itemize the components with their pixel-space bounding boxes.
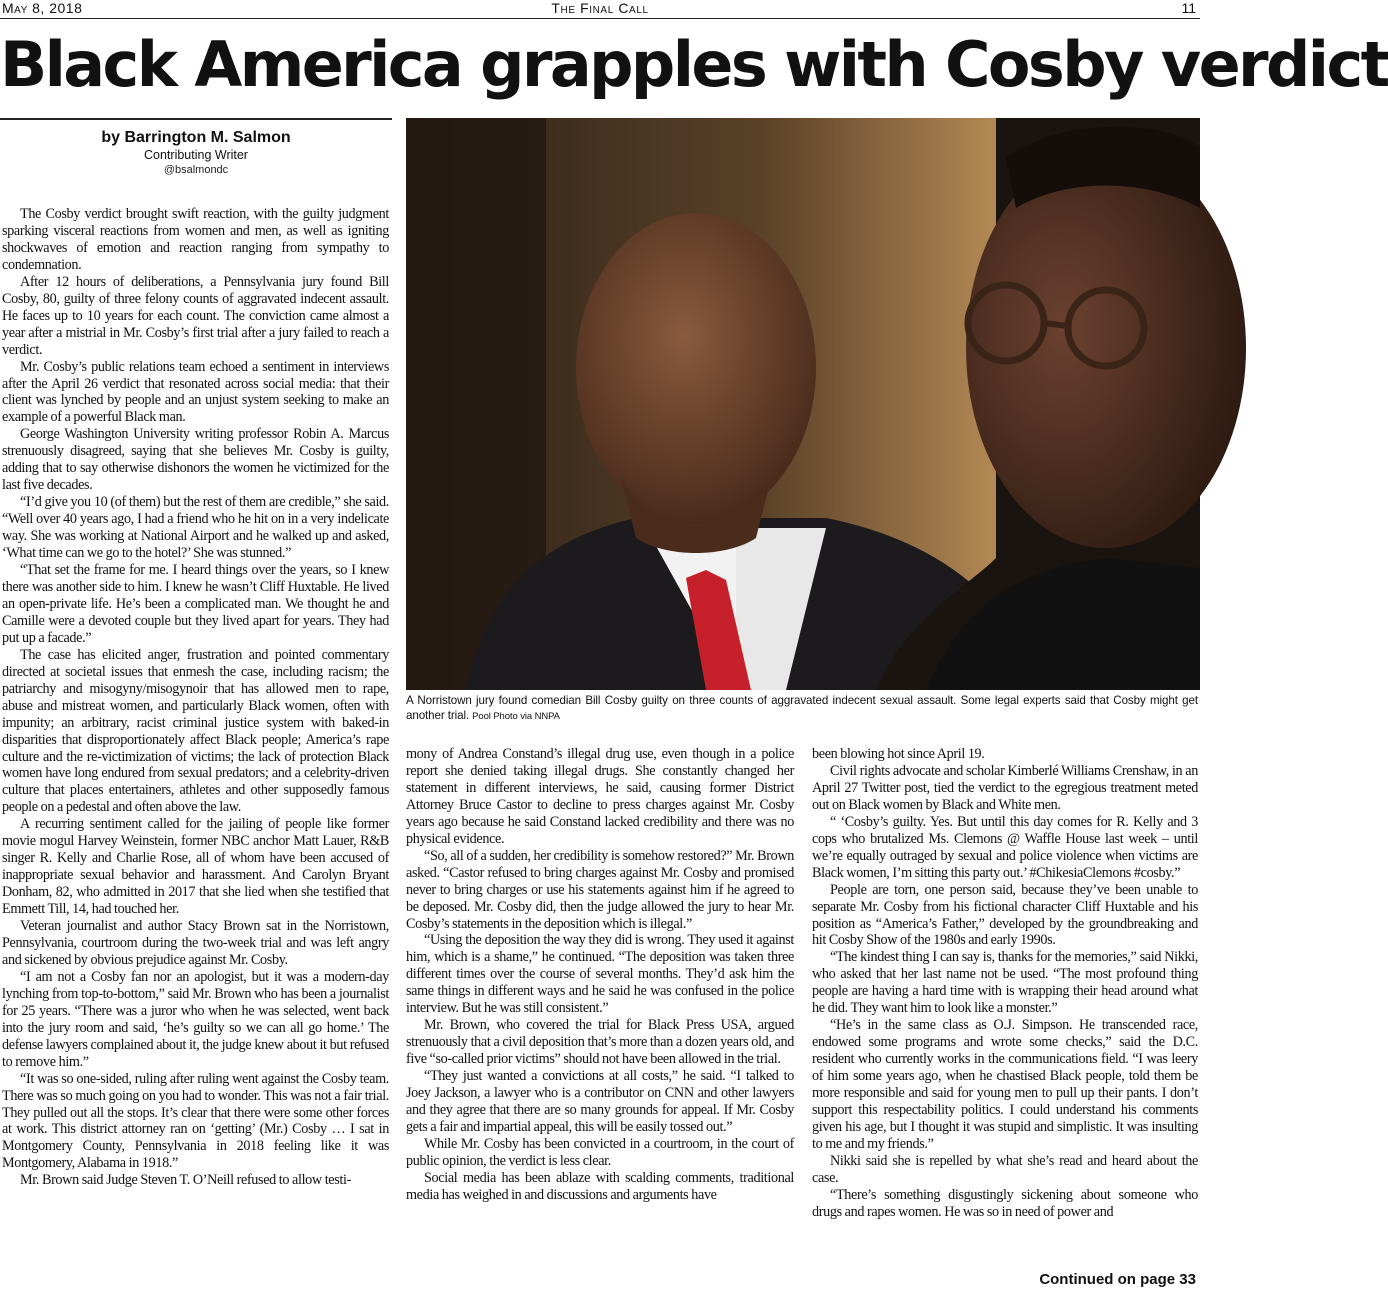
paragraph: “It was so one-sided, ruling after ruling went against the Cosby team. There was so much going on you had to wonder. This was not a fair trial. They pulled out all the stops. It’s clear that there were some other forces at work. This district attorney ran on ‘getting’ (Mr.) Cosby … I sat in Montgomery County, Pennsylvania in 2018 feeling like it was Montgomery, Alabama in 1918.” [2, 1070, 389, 1172]
caption-text: A Norristown jury found comedian Bill Cosby guilty on three counts of aggravated indecent sexual assault. Some legal experts said that Cosby might get another trial. [406, 694, 1198, 722]
paragraph: Nikki said she is repelled by what she’s read and heard about the case. [812, 1152, 1198, 1186]
article-column-1 [2, 206, 389, 1292]
courtroom-photo-illustration [406, 118, 1200, 690]
paragraph: “I’d give you 10 (of them) but the rest of them are credible,” she said. “Well over 40 years ago, I had a friend who he hit on in a very indelicate way. She was working at National Airport and he walked up and asked, ‘What time can we go to the hotel?’ She was stunned.” [2, 494, 389, 562]
paragraph: “He’s in the same class as O.J. Simpson. He transcended race, endowed some programs and wrote some checks,” said the D.C. resident who currently works in the communications field. “I was leery of him some years ago, when he chastised Black people, told them be more responsible and said for young men to pull up their pants. I don’t support this respectability politics. I could understand his comments given his age, but I thought it was stupid and simplistic. It was insulting to me and my friends.” [812, 1017, 1198, 1152]
paragraph: “I am not a Cosby fan nor an apologist, but it was a modern-day lynching from top-to-bottom,” said Mr. Brown who has been a journalist for 25 years. “There was a juror who when he was selected, went back into the jury room and said, ‘he’s guilty so we can all go home.’ The defense lawyers complained about it, the judge knew about it but refused to remove him.” [2, 968, 389, 1070]
byline-role: Contributing Writer [144, 148, 248, 162]
paragraph: mony of Andrea Constand’s illegal drug use, even though in a police report she denied taking illegal drugs. She constantly changed her statement in different interviews, he said, causing former District Attorney Bruce Castor to decline to press charges against Mr. Cosby years ago because he said Constand lacked credibility and there was no physical evidence. [406, 746, 794, 847]
continued-on-link[interactable]: Continued on page 33 [1039, 1271, 1196, 1288]
issue-date: May 8, 2018 [2, 0, 83, 16]
newspaper-name: The Final Call [551, 0, 649, 16]
paragraph: The Cosby verdict brought swift reaction, with the guilty judgment sparking visceral reactions from women and men, as well as igniting shockwaves of emotion and reaction ranging from sympathy to condemnation. [2, 206, 389, 273]
paragraph: “Using the deposition the way they did is wrong. They used it against him, which is a shame,” he continued. “The deposition was taken three different times over the course of several months. They’d ask him the same things in different ways and he said he was confused in the police interview. But he was still consistent.” [406, 932, 794, 1017]
page-number: 11 [1181, 0, 1196, 16]
article-column-3 [812, 746, 1198, 1270]
paragraph: While Mr. Cosby has been convicted in a courtroom, in the court of public opinion, the verdict is less clear. [406, 1135, 794, 1169]
paragraph: “The kindest thing I can say is, thanks for the memories,” said Nikki, who asked that her last name not be used. “The most profound thing people are having a hard time with is wrapping their head around what he did. They want him to look like a monster.” [812, 949, 1198, 1017]
paragraph: Mr. Brown said Judge Steven T. O’Neill refused to allow testi- [20, 1172, 351, 1189]
paragraph: A recurring sentiment called for the jailing of people like former movie mogul Harvey Weinstein, former NBC anchor Matt Lauer, R&B singer R. Kelly and Charlie Rose, all of whom have been accused of inappropriate sexual behavior and harassment. And Carolyn Bryant Donham, 82, who admitted in 2017 that she lied when she testified that Emmett Till, 14, had touched her. [2, 816, 389, 918]
paragraph: After 12 hours of deliberations, a Pennsylvania jury found Bill Cosby, 80, guilty of three felony counts of aggravated indecent assault. He faces up to 10 years for each count. The conviction came almost a year after a mistrial in Mr. Cosby’s first trial after a jury failed to reach a verdict. [2, 273, 389, 358]
paragraph: been blowing hot since April 19. [812, 746, 985, 762]
byline-author: by Barrington M. Salmon [101, 129, 291, 146]
photo-caption [406, 693, 1198, 724]
paragraph: “So, all of a sudden, her credibility is somehow restored?” Mr. Brown asked. “Castor refused to bring charges against Mr. Cosby and promised never to bring charges or use his statements against him if he agreed to be deposed. Mr. Cosby did, then the judge allowed the jury to hear Mr. Cosby’s statements in the deposition which is illegal.” [406, 847, 794, 932]
article-photo [406, 118, 1200, 690]
paragraph: “They just wanted a convictions at all costs,” he said. “I talked to Joey Jackson, a lawyer who is a contributor on CNN and other lawyers and they agree that there are so many grounds for appeal. If Mr. Cosby gets a fair and impartial appeal, this will be easily tossed out.” [406, 1068, 794, 1135]
article-column-2 [406, 746, 794, 1290]
paragraph: Mr. Brown, who covered the trial for Black Press USA, argued strenuously that a civil deposition that’s more than a dozen years old, and five “so-called prior victims” should not have been allowed in the trial. [406, 1017, 794, 1068]
paragraph: Civil rights advocate and scholar Kimberlé Williams Crenshaw, in an April 27 Twitter post, tied the verdict to the egregious treatment meted out on Black women by Black and White men. [812, 762, 1198, 813]
paragraph: Mr. Cosby’s public relations team echoed a sentiment in interviews after the April 26 verdict that resonated across social media: that their client was lynched by people and an unjust system seeking to make an example of a powerful Black man. [2, 358, 389, 426]
paragraph: The case has elicited anger, frustration and pointed commentary directed at societal issues that enmesh the case, including racism; the patriarchy and misogyny/misogynoir that has allowed men to rape, abuse and mistreat women, and particularly Black women, often with impunity; an arbitrary, racist criminal justice system with baked-in disparities that disproportionately affect Black people; America’s rape culture and the re-victimization of victims; the lack of protection Black women have long endured from sexual predators; and a celebrity-driven culture that places entertainers, athletes and other supposedly famous people on a pedestal and often above the law. [2, 646, 389, 816]
paragraph: “There’s something disgustingly sickening about someone who drugs and rapes women. He was so in need of power and [812, 1186, 1198, 1220]
masthead [0, 0, 1200, 19]
byline-handle: @bsalmondc [163, 164, 229, 176]
paragraph: People are torn, one person said, because they’ve been unable to separate Mr. Cosby from his fictional character Cliff Huxtable and his position as “America’s Father,” developed by the groundbreaking and hit Cosby Show of the 1980s and early 1990s. [812, 881, 1198, 949]
paragraph: Social media has been ablaze with scalding comments, traditional media has weighed in and discussions and arguments have [406, 1169, 794, 1203]
paragraph: Veteran journalist and author Stacy Brown sat in the Norristown, Pennsylvania, courtroom during the two-week trial and was left angry and sickened by obvious prejudice against Mr. Cosby. [2, 918, 389, 968]
paragraph: “That set the frame for me. I heard things over the years, so I knew there was another side to him. I knew he wasn’t Cliff Huxtable. He lived an open-private life. He’s been a complicated man. We thought he and Camille were a devoted couple but they lived apart for years. They had put up a facade.” [2, 562, 389, 646]
photo-credit: Pool Photo via NNPA [472, 711, 560, 722]
paragraph: George Washington University writing professor Robin A. Marcus strenuously disagreed, saying that she believes Mr. Cosby is guilty, adding that to say otherwise dishonors the women he victimized for the last five decades. [2, 426, 389, 494]
paragraph: “ ‘Cosby’s guilty. Yes. But until this day comes for R. Kelly and 3 cops who brutalized Ms. Clemons @ Waffle House last week – until we’re equally outraged by sexual and police violence when victims are Black women, I’m sitting this party out.’ #ChikesiaClemons #cosby.” [812, 813, 1198, 881]
byline [0, 118, 392, 178]
headline: Black America grapples with Cosby verdict [0, 28, 1388, 101]
